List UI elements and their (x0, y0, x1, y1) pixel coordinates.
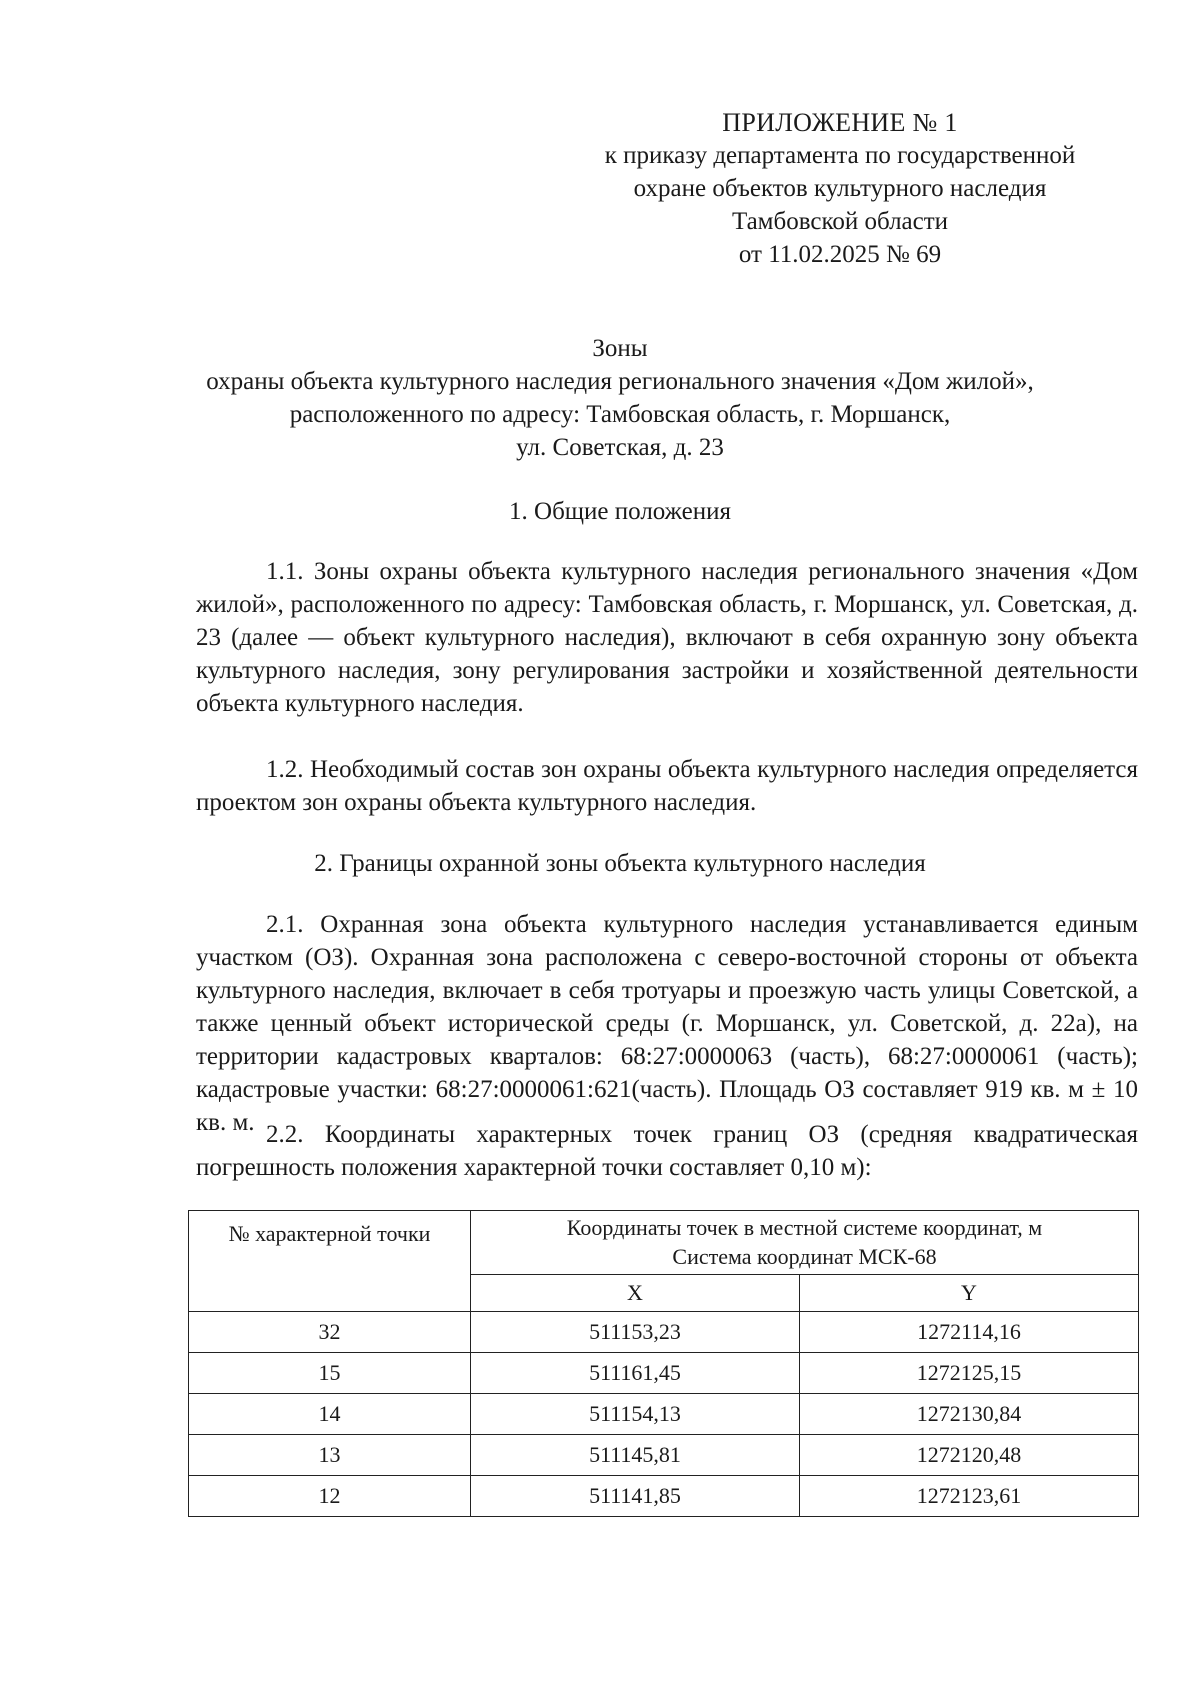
paragraph-1-2: 1.2. Необходимый состав зон охраны объекта культурного наследия определяется проектом зон охраны объекта культурного наследия. (196, 756, 1138, 816)
y-cell: 1272130,84 (800, 1394, 1139, 1435)
paragraph-2-2: 2.2. Координаты характерных точек границ ОЗ (средняя квадратическая погрешность положения характерной точки составляет 0,10 м): (196, 1121, 1138, 1181)
y-cell: 1272123,61 (800, 1476, 1139, 1517)
appendix-header (560, 106, 1120, 271)
point-number-cell: 14 (189, 1394, 471, 1435)
title-line: охраны объекта культурного наследия регионального значения «Дом жилой», (206, 368, 1034, 395)
paragraph-2-1: 2.1. Охранная зона объекта культурного наследия устанавливается единым участком (ОЗ). Охранная зона расположена с северо-восточной стороны от объекта культурного наследия, включает в себя тротуары и проезжую часть улицы Советской, а также ценный объект исторической среды (г. Моршанск, ул. Советской, д. 22а), на территории кадастровых кварталов: 68:27:0000063 (часть), 68:27:0000061 (часть); кадастровые участки: 68:27:0000061:621(часть). Площадь ОЗ составляет 919 кв. м ± 10 кв. м. (196, 911, 1138, 1136)
point-number-cell: 15 (189, 1353, 471, 1394)
section-1-title: 1. Общие положения (509, 498, 731, 525)
y-cell: 1272125,15 (800, 1353, 1139, 1394)
point-number-cell: 12 (189, 1476, 471, 1517)
x-cell: 511161,45 (471, 1353, 800, 1394)
header-y: Y (800, 1274, 1139, 1311)
header-point-number: № характерной точки (189, 1211, 471, 1312)
point-number-cell: 13 (189, 1435, 471, 1476)
header-x: X (471, 1274, 800, 1311)
header-coordinates-system: Система координат МСК-68 (672, 1244, 937, 1270)
appendix-line: Тамбовской области (731, 208, 949, 235)
y-cell: 1272114,16 (800, 1312, 1139, 1353)
point-number-cell: 32 (189, 1312, 471, 1353)
appendix-line: к приказу департамента по государственной (604, 142, 1076, 169)
document-title (170, 332, 1070, 464)
table-row (189, 1394, 1139, 1435)
coordinates-table (188, 1210, 1139, 1517)
appendix-heading: ПРИЛОЖЕНИЕ № 1 (722, 108, 958, 137)
y-cell: 1272120,48 (800, 1435, 1139, 1476)
title-line: расположенного по адресу: Тамбовская область, г. Моршанск, (289, 401, 951, 428)
x-cell: 511145,81 (471, 1435, 800, 1476)
table-row (189, 1312, 1139, 1353)
x-cell: 511153,23 (471, 1312, 800, 1353)
section-2-title: 2. Границы охранной зоны объекта культурного наследия (314, 850, 926, 877)
appendix-line: охране объектов культурного наследия (633, 175, 1047, 202)
x-cell: 511154,13 (471, 1394, 800, 1435)
header-coordinates (471, 1211, 1139, 1275)
header-coordinates-line: Координаты точек в местной системе координат, м (566, 1215, 1043, 1241)
title-line: ул. Советская, д. 23 (516, 434, 724, 461)
title-line: Зоны (592, 335, 648, 362)
x-cell: 511141,85 (471, 1476, 800, 1517)
table-row (189, 1435, 1139, 1476)
table-row (189, 1476, 1139, 1517)
appendix-date: от 11.02.2025 № 69 (738, 241, 942, 268)
paragraph-1-1: 1.1. Зоны охраны объекта культурного наследия регионального значения «Дом жилой», расположенного по адресу: Тамбовская область, г. Моршанск, ул. Советская, д. 23 (далее — объект культурного наследия), включают в себя охранную зону объекта культурного наследия, зону регулирования застройки и хозяйственной деятельности объекта культурного наследия. (196, 558, 1138, 717)
table-row (189, 1353, 1139, 1394)
